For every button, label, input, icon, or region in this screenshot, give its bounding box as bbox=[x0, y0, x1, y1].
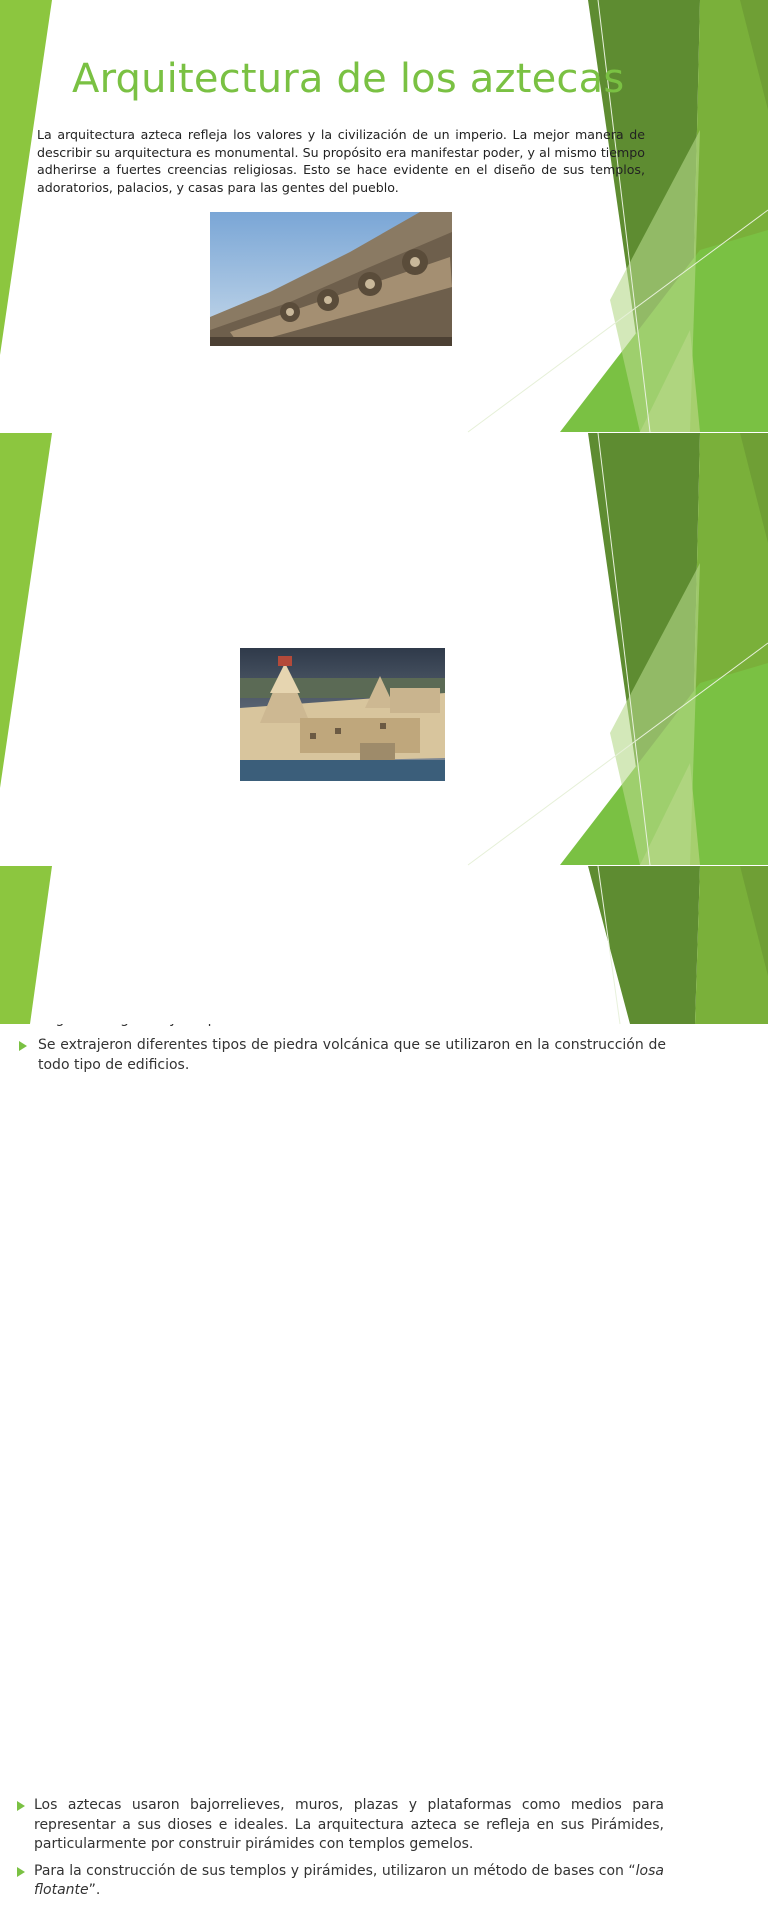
intro-paragraph: La arquitectura azteca refleja los valores y la civilización de un imperio. La mejor manera de describir su arquitectura es monumental. Su propósito era manifestar poder, y al mismo tiempo adherirse a fuertes creencias religiosas. Esto se hace evidente en el diseño de sus templos, adoratorios, palacios, y casas para las gentes del pueblo. bbox=[37, 127, 645, 195]
bullet-text: Los aztecas usaron bajorrelieves, muros, plazas y plataformas como medios para representar a sus dioses e ideales. La arquitectura azteca se refleja en sus Pirámides, particularmente por construir pirámides con templos gemelos. bbox=[34, 1797, 664, 1852]
list-item bbox=[38, 1036, 666, 1075]
page-title: Arquitectura de los aztecas bbox=[72, 56, 625, 102]
bullet-text: Para la construcción de sus templos y pirámides, utilizaron un método de bases con “ bbox=[34, 1862, 636, 1879]
list-item bbox=[34, 1862, 664, 1901]
bullet-italic-text: losa flotante bbox=[34, 1862, 664, 1898]
tenochtitlan-painting bbox=[240, 648, 445, 781]
triangle-arrow-icon bbox=[17, 1867, 25, 1877]
slide-3-decoration bbox=[0, 866, 768, 1024]
temple-relief-photo bbox=[210, 212, 452, 346]
slide-1 bbox=[0, 0, 768, 432]
slide-2 bbox=[0, 433, 768, 1073]
bullet-text: Se extrajeron diferentes tipos de piedra volcánica que se utilizaron en la construcción de todo tipo de edificios. bbox=[38, 1037, 666, 1073]
list-item bbox=[34, 1796, 664, 1855]
slide-3-bullet-list bbox=[34, 1796, 664, 1908]
triangle-arrow-icon bbox=[17, 1801, 25, 1811]
triangle-arrow-icon bbox=[19, 1041, 27, 1051]
bullet-text-end: ”. bbox=[88, 1882, 101, 1898]
